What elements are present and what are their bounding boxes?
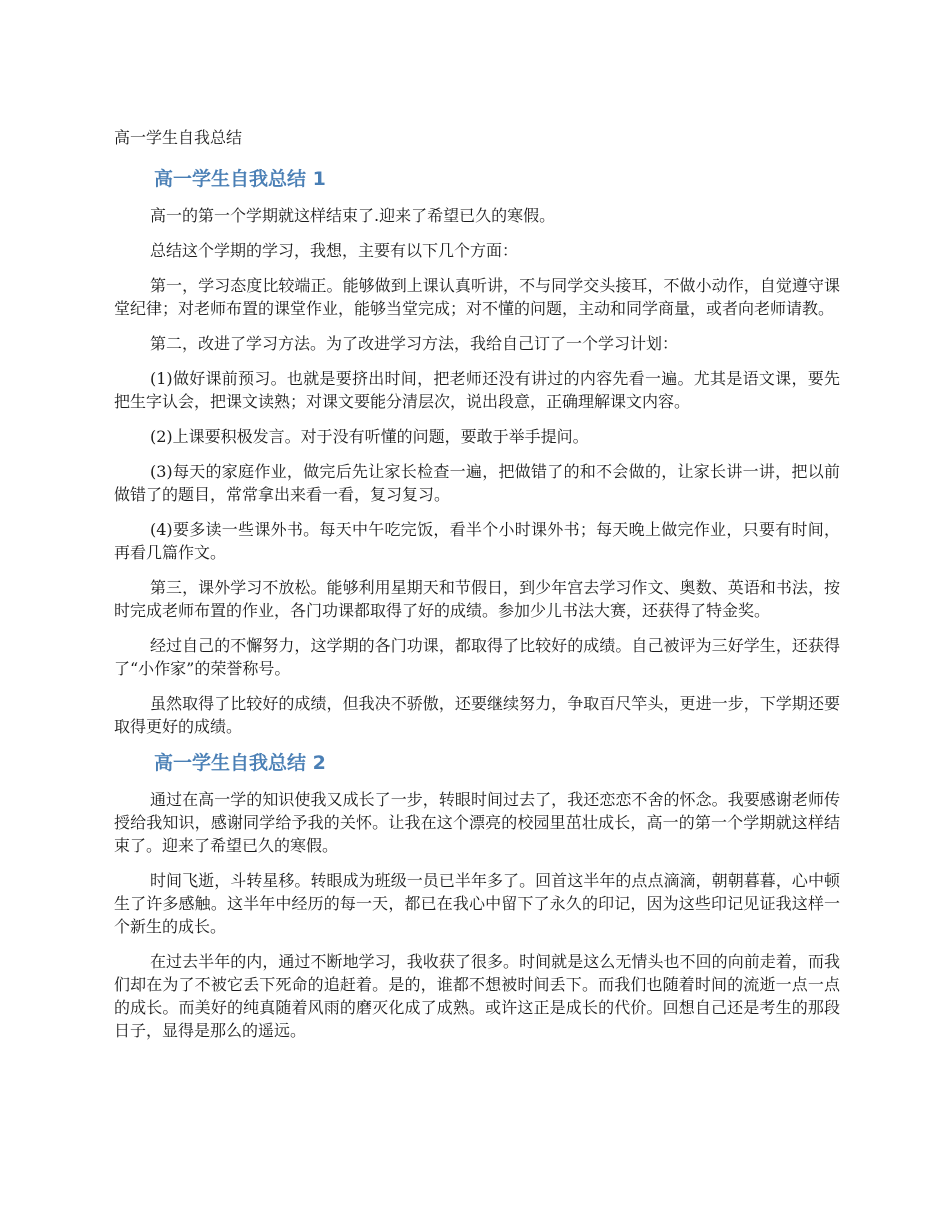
- paragraph: 时间飞逝，斗转星移。转眼成为班级一员已半年多了。回首这半年的点点滴滴，朝朝暮暮，心中顿生了许多感触。这半年中经历的每一天，都已在我心中留下了永久的印记，因为这些印记见证我这样一个新生的成长。: [114, 871, 840, 936]
- section-heading: 高一学生自我总结 1: [154, 168, 326, 190]
- paragraph: 经过自己的不懈努力，这学期的各门功课，都取得了比较好的成绩。自己被评为三好学生，还获得了“小作家”的荣誉称号。: [114, 636, 840, 678]
- section-heading: 高一学生自我总结 2: [154, 752, 326, 774]
- paragraph: 第二，改进了学习方法。为了改进学习方法，我给自己订了一个学习计划：: [150, 334, 679, 353]
- paragraph: 在过去半年的内，通过不断地学习，我收获了很多。时间就是这么无情头也不回的向前走着，而我们却在为了不被它丢下死命的追赶着。是的，谁都不想被时间丢下。而我们也随着时间的流逝一点一点的成长。而美好的纯真随着风雨的磨灭化成了成熟。或许这正是成长的代价。回想自己还是考生的那段日子，显得是那么的遥远。: [114, 952, 840, 1040]
- paragraph: 第三，课外学习不放松。能够利用星期天和节假日，到少年宫去学习作文、奥数、英语和书法，按时完成老师布置的作业，各门功课都取得了好的成绩。参加少儿书法大赛，还获得了特金奖。: [114, 578, 840, 620]
- section-1: [114, 166, 840, 738]
- paragraph: 高一的第一个学期就这样结束了.迎来了希望已久的寒假。: [150, 206, 556, 225]
- section-2: [114, 750, 840, 1042]
- paragraph: 通过在高一学的知识使我又成长了一步，转眼时间过去了，我还恋恋不舍的怀念。我要感谢老师传授给我知识，感谢同学给予我的关怀。让我在这个漂亮的校园里茁壮成长，高一的第一个学期就这样结束了。迎来了希望已久的寒假。: [114, 790, 840, 855]
- paragraph: 第一，学习态度比较端正。能够做到上课认真听讲，不与同学交头接耳，不做小动作，自觉遵守课堂纪律；对老师布置的课堂作业，能够当堂完成；对不懂的问题，主动和同学商量，或者向老师请教。: [114, 276, 840, 318]
- paragraph: 虽然取得了比较好的成绩，但我决不骄傲，还要继续努力，争取百尺竿头，更进一步，下学期还要取得更好的成绩。: [114, 694, 840, 736]
- paragraph: 总结这个学期的学习，我想，主要有以下几个方面：: [150, 241, 519, 260]
- paragraph: (1)做好课前预习。也就是要挤出时间，把老师还没有讲过的内容先看一遍。尤其是语文课，要先把生字认会，把课文读熟；对课文要能分清层次，说出段意，正确理解课文内容。: [114, 369, 840, 411]
- paragraph: (2)上课要积极发言。对于没有听懂的问题，要敢于举手提问。: [150, 427, 589, 446]
- document-title: 高一学生自我总结: [114, 128, 243, 147]
- paragraph: (4)要多读一些课外书。每天中午吃完饭，看半个小时课外书；每天晚上做完作业，只要有时间，再看几篇作文。: [114, 520, 840, 562]
- document-page: [114, 126, 840, 1054]
- paragraph: (3)每天的家庭作业，做完后先让家长检查一遍，把做错了的和不会做的，让家长讲一讲，把以前做错了的题目，常常拿出来看一看，复习复习。: [114, 462, 840, 504]
